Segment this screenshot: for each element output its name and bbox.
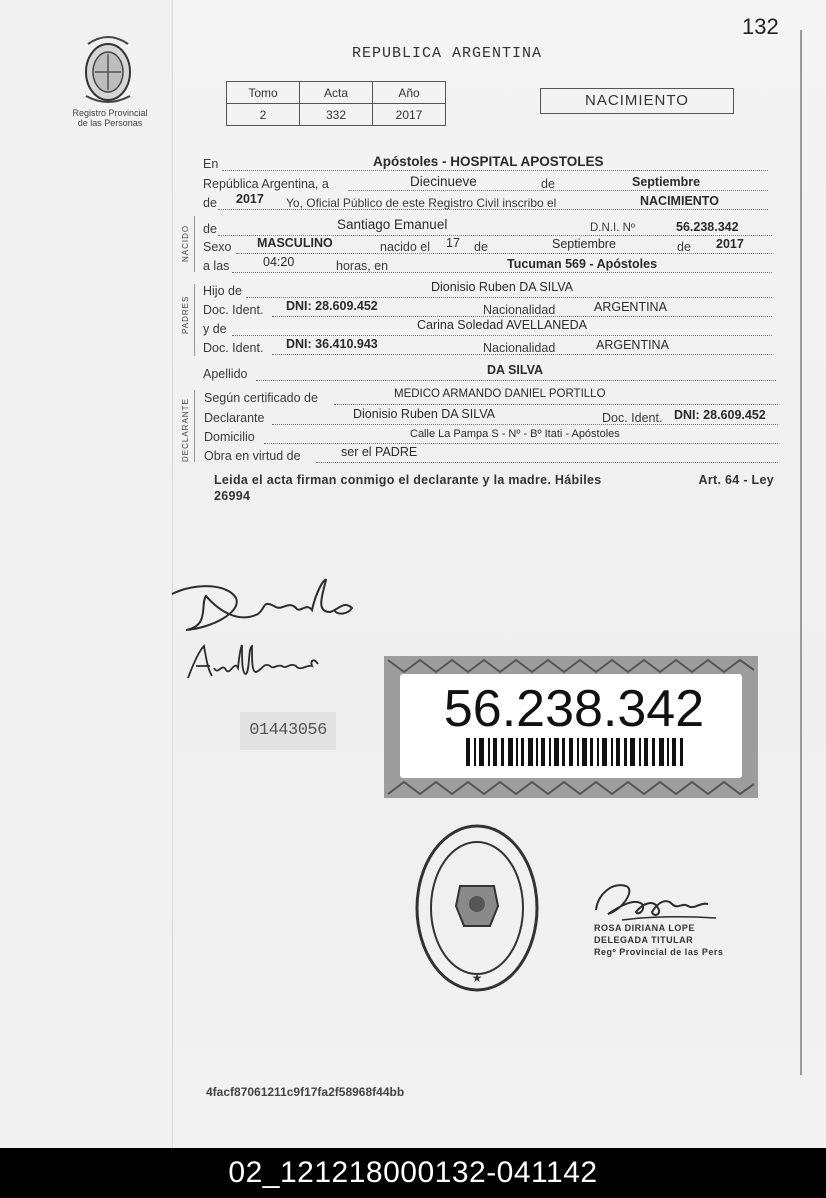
- father-signature: [166, 572, 362, 636]
- record-type-box: NACIMIENTO: [540, 88, 734, 114]
- label-nacionalidad-2: Nacionalidad: [483, 341, 556, 355]
- side-label-declarant: DECLARANTE: [181, 398, 190, 462]
- label-nacionalidad-1: Nacionalidad: [483, 303, 556, 317]
- label-hijo-de: Hijo de: [203, 284, 242, 298]
- field-surname: DA SILVA: [487, 363, 544, 377]
- label-de-1: de: [541, 177, 555, 191]
- registry-label-line1: Registro Provincial: [72, 108, 148, 118]
- label-de-3: de: [203, 222, 217, 236]
- dotted-line: [316, 462, 778, 463]
- field-month: Septiembre: [632, 175, 701, 189]
- label-de-2: de: [203, 196, 217, 210]
- parents-section-bar: [194, 284, 195, 356]
- dotted-line: [246, 297, 772, 298]
- label-doc-ident-1: Doc. Ident.: [203, 303, 264, 317]
- table-row: [227, 104, 446, 126]
- field-father-doc: DNI: 28.609.452: [286, 299, 378, 313]
- left-margin: [0, 0, 173, 1148]
- label-doc-ident-3: Doc. Ident.: [602, 411, 663, 425]
- official-stamp-title: DELEGADA TITULAR: [594, 935, 694, 945]
- barcode-label: [384, 656, 758, 798]
- label-sexo: Sexo: [203, 240, 232, 254]
- field-year: 2017: [236, 192, 264, 206]
- dotted-line: [232, 335, 772, 336]
- closing-text: Leida el acta firman conmigo el declarante y la madre. Hábiles: [214, 473, 602, 487]
- label-apellido: Apellido: [203, 367, 248, 381]
- official-stamp: [594, 922, 764, 958]
- value-acta: 332: [300, 104, 373, 126]
- label-declarante: Declarante: [204, 411, 265, 425]
- label-republica: República Argentina, a: [203, 177, 329, 191]
- dotted-line: [222, 170, 768, 171]
- document-title: REPUBLICA ARGENTINA: [352, 45, 543, 62]
- registry-label: [60, 108, 160, 128]
- value-ano: 2017: [373, 104, 446, 126]
- field-birth-year: 2017: [716, 237, 744, 251]
- law-reference: Art. 64 - Ley: [698, 473, 774, 487]
- label-de-5: de: [677, 240, 691, 254]
- field-birth-month: Septiembre: [552, 237, 616, 251]
- dotted-line: [272, 424, 778, 425]
- dotted-line: [236, 253, 772, 254]
- label-y-de: y de: [203, 322, 227, 336]
- field-father-name: Dionisio Ruben DA SILVA: [431, 280, 573, 294]
- header-tomo: Tomo: [227, 82, 300, 104]
- label-obra: Obra en virtud de: [204, 449, 301, 463]
- dotted-line: [264, 443, 778, 444]
- label-horas: horas, en: [336, 259, 389, 273]
- dotted-line: [348, 190, 768, 191]
- field-declarant-doc: DNI: 28.609.452: [674, 408, 766, 422]
- declarant-section-bar: [194, 390, 195, 462]
- label-official: Yo, Oficial Público de este Registro Civil inscribo el: [286, 196, 557, 210]
- field-declarant: Dionisio Ruben DA SILVA: [353, 407, 495, 421]
- footer-id: 02_121218000132-041142: [228, 1156, 598, 1189]
- field-address: Calle La Pampa S - Nº - Bº Itati - Apóstoles: [410, 428, 620, 440]
- value-tomo: 2: [227, 104, 300, 126]
- law-number: 26994: [214, 489, 251, 503]
- field-birth-day: 17: [446, 236, 460, 250]
- side-label-parents: PADRES: [181, 295, 190, 334]
- official-stamp-name: ROSA DIRIANA LOPE: [594, 923, 695, 933]
- official-signature: [592, 876, 722, 924]
- label-de-4: de: [474, 240, 488, 254]
- field-mother-name: Carina Soledad AVELLANEDA: [417, 318, 588, 332]
- dotted-line: [334, 404, 778, 405]
- header-ano: Año: [373, 82, 446, 104]
- field-record-kind: NACIMIENTO: [640, 194, 719, 208]
- official-stamp-office: Regº Provincial de las Pers: [594, 947, 724, 957]
- mother-signature: [184, 640, 334, 684]
- label-a-las: a las: [203, 259, 230, 273]
- field-birth-time: 04:20: [263, 255, 295, 269]
- field-father-nationality: ARGENTINA: [594, 300, 667, 314]
- dotted-line: [232, 272, 772, 273]
- field-child-dni: 56.238.342: [676, 220, 739, 234]
- label-segun: Según certificado de: [204, 391, 318, 405]
- header-acta: Acta: [300, 82, 373, 104]
- table-header-row: [227, 82, 446, 104]
- field-mother-doc: DNI: 36.410.943: [286, 337, 378, 351]
- closing-statement: [214, 472, 774, 504]
- field-sex: MASCULINO: [257, 236, 333, 250]
- side-label-born: NACIDO: [181, 224, 190, 262]
- field-capacity: ser el PADRE: [341, 445, 418, 459]
- field-certificate: MEDICO ARMANDO DANIEL PORTILLO: [394, 388, 606, 400]
- field-day-words: Diecinueve: [410, 174, 477, 189]
- document-hash: 4facf87061211c9f17fa2f58968f44bb: [206, 1085, 405, 1099]
- born-section-bar: [194, 216, 195, 272]
- label-nacido: nacido el: [380, 240, 431, 254]
- label-domicilio: Domicilio: [204, 430, 255, 444]
- field-birth-place: Tucuman 569 - Apóstoles: [507, 257, 658, 271]
- svg-text:★: ★: [471, 971, 483, 985]
- page-number: 132: [742, 14, 779, 39]
- field-place: Apóstoles - HOSPITAL APOSTOLES: [373, 154, 604, 169]
- barcode-number: 56.238.342: [443, 680, 705, 738]
- label-en: En: [203, 157, 219, 171]
- right-margin-line: [800, 30, 802, 1075]
- official-seal-icon: [412, 822, 542, 994]
- field-child-name: Santiago Emanuel: [337, 217, 448, 232]
- provincial-coat-of-arms-icon: [78, 30, 138, 106]
- field-mother-nationality: ARGENTINA: [596, 338, 669, 352]
- label-dni: D.N.I. Nº: [590, 222, 636, 234]
- record-reference-table: [226, 81, 446, 126]
- registry-label-line2: de las Personas: [77, 118, 143, 128]
- control-number: 01443056: [240, 712, 336, 750]
- label-doc-ident-2: Doc. Ident.: [203, 341, 264, 355]
- dotted-line: [256, 380, 776, 381]
